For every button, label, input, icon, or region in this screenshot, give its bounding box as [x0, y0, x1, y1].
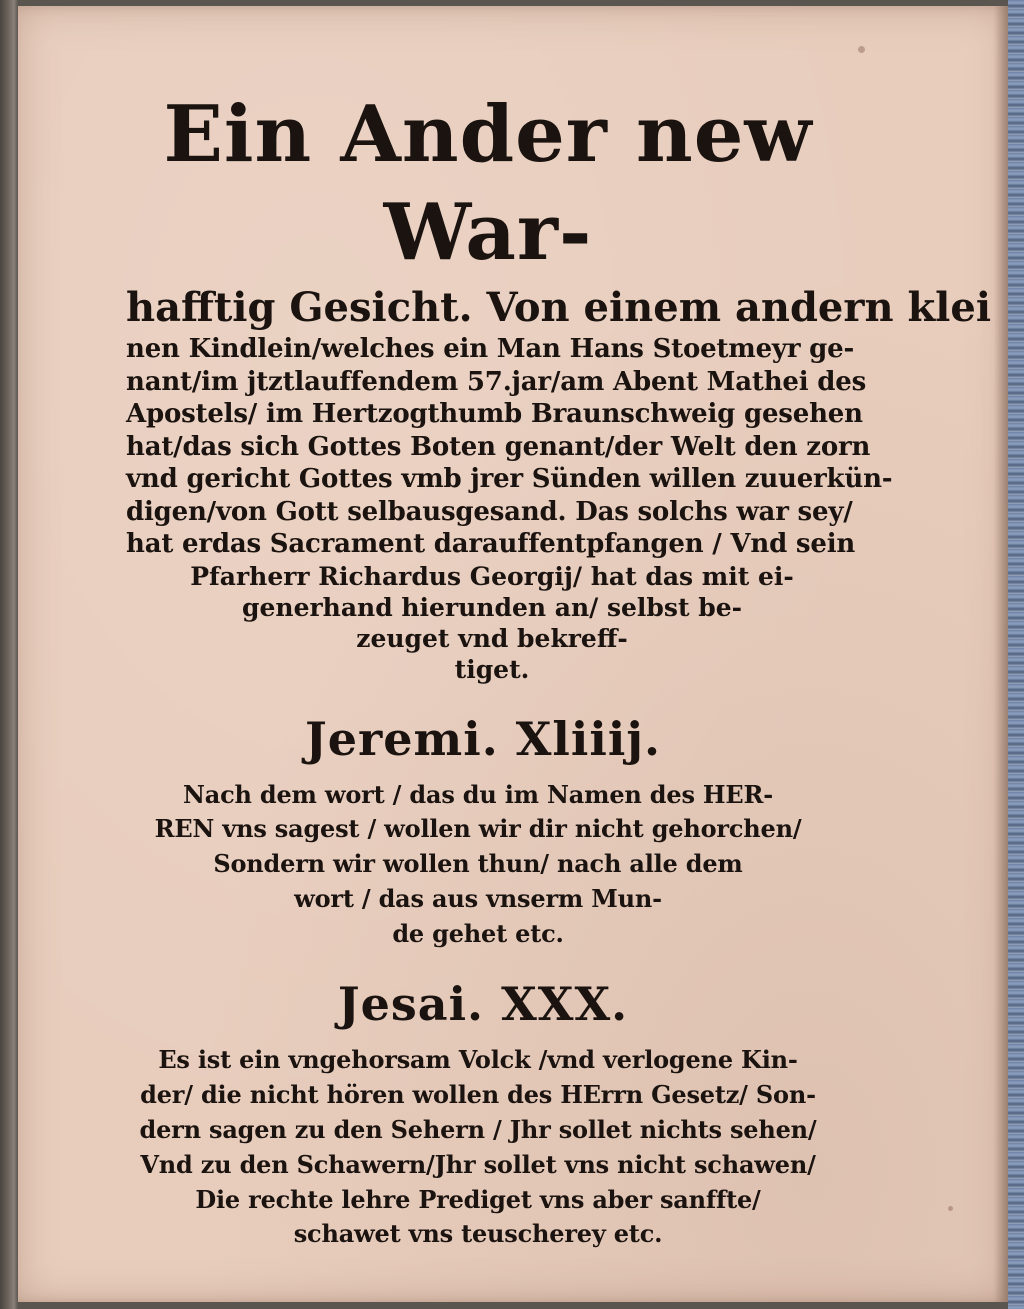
title-line: Pfarherr Richardus Georgij/ hat das mit ei-	[190, 561, 794, 591]
quote-isaiah	[98, 1043, 858, 1252]
quote-line: Die rechte lehre Prediget vns aber sanffte/	[195, 1184, 761, 1214]
quote-line: Sondern wir wollen thun/ nach alle dem	[213, 849, 743, 879]
quote-jeremiah	[98, 778, 858, 952]
quote-line: schawet vns teuscherey etc.	[293, 1219, 663, 1249]
scripture-reference-jeremiah: Jeremi. Xliiij.	[305, 711, 661, 766]
title-line: hat/das sich Gottes Boten genant/der Welt den zorn	[126, 431, 871, 462]
title-line: nant/im jtztlauffendem 57.jar/am Abent Mathei des	[126, 366, 867, 397]
book-edge	[1008, 0, 1024, 1309]
title-line: vnd gericht Gottes vmb jrer Sünden willen zuuerkün-	[126, 464, 893, 494]
main-title: Ein Ander new War-	[163, 89, 813, 278]
title-page-text	[98, 86, 992, 1252]
quote-line: wort / das aus vnserm Mun-	[294, 883, 662, 913]
quote-line: Nach dem wort / das du im Namen des HER-	[183, 779, 773, 809]
title-line: generhand hierunden an/ selbst be-	[242, 592, 742, 622]
quote-line: dern sagen zu den Sehern / Jhr sollet nichts sehen/	[139, 1115, 817, 1145]
quote-line: Vnd zu den Schawern/Jhr sollet vns nicht schawen/	[140, 1149, 816, 1179]
quote-line: REN vns sagest / wollen wir dir nicht gehorchen/	[154, 814, 802, 844]
ink-spot	[858, 46, 865, 53]
paper-page	[18, 6, 1008, 1302]
title-line: Apostels/ im Hertzogthumb Braunschweig gesehen	[126, 399, 863, 429]
title-line: tiget.	[454, 655, 530, 685]
title-line: digen/von Gott selbausgesand. Das solchs war sey/	[126, 496, 853, 527]
quote-line: de gehet etc.	[392, 918, 564, 948]
title-line: zeuget vnd bekreff-	[356, 624, 628, 653]
title-line: nen Kindlein/welches ein Man Hans Stoetmeyr ge-	[126, 334, 855, 364]
quote-line: der/ die nicht hören wollen des HErrn Gesetz/ Son-	[140, 1080, 816, 1110]
quote-line: Es ist ein vngehorsam Volck /vnd verlogene Kin-	[158, 1045, 798, 1075]
title-line: hat erdas Sacrament darauffentpfangen / Vnd sein	[126, 529, 856, 559]
scripture-reference-isaiah: Jesai. XXX.	[337, 977, 629, 1032]
ink-spot	[948, 1206, 953, 1211]
title-line: hafftig Gesicht. Von einem andern klei	[126, 284, 992, 331]
